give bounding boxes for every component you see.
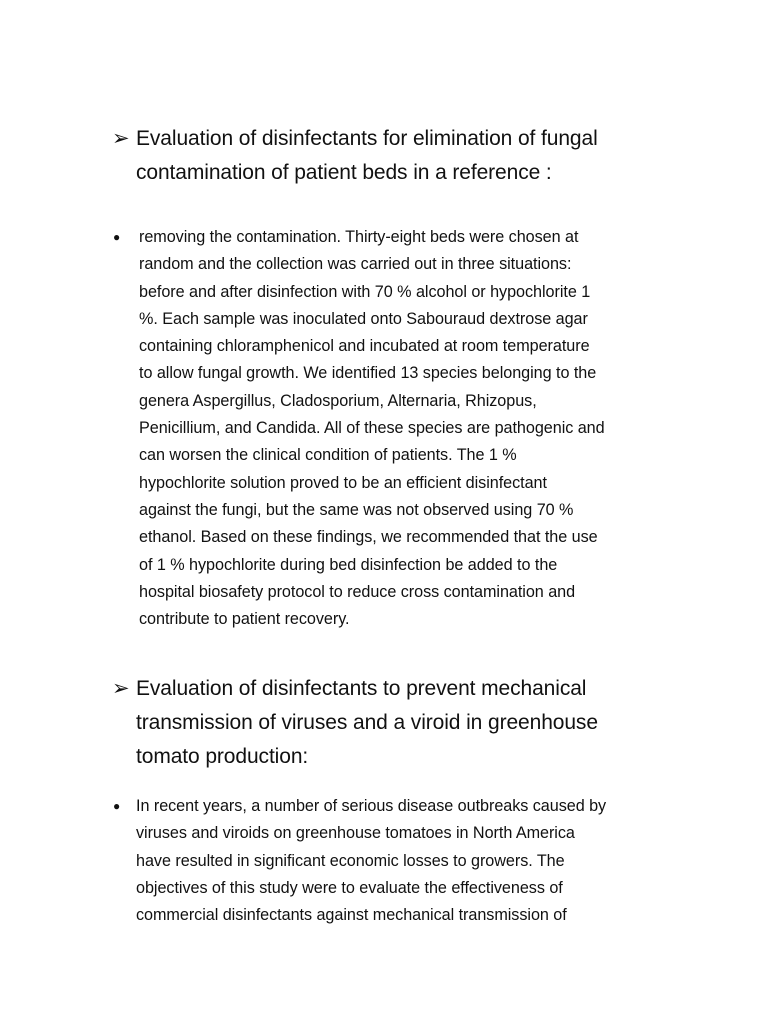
bullet-paragraph-fungal	[113, 224, 683, 633]
section-heading-tomato-viruses	[112, 672, 672, 774]
bullet-dot-icon: ●	[113, 230, 121, 244]
paragraph-text: removing the contamination. Thirty-eight beds were chosen at random and the collection was carried out in three situations: before and after disinfection with 70 % alcohol or hypochlorite 1 %. Each sample was inoculated onto Sabouraud dextrose agar containing chloramphenicol and incubated at room temperature to allow fungal growth. We identified 13 species belonging to the genera Aspergillus, Cladosporium, Alternaria, Rhizopus, Penicillium, and Candida. All of these species are pathogenic and can worsen the clinical condition of patients. The 1 % hypochlorite solution proved to be an efficient disinfectant against the fungi, but the same was not observed using 70 % ethanol. Based on these findings, we recommended that the use of 1 % hypochlorite during bed disinfection be added to the hospital biosafety protocol to reduce cross contamination and contribute to patient recovery.	[139, 228, 605, 629]
arrow-bullet-icon: ➢	[112, 127, 130, 150]
bullet-paragraph-tomato	[113, 793, 683, 929]
paragraph-text: In recent years, a number of serious disease outbreaks caused by viruses and viroids on greenhouse tomatoes in North America have resulted in significant economic losses to growers. The objectives of this study were to evaluate the effectiveness of commercial disinfectants against mechanical transmission of	[136, 797, 607, 925]
bullet-dot-icon: ●	[113, 799, 121, 813]
heading-text: Evaluation of disinfectants to prevent mechanical transmission of viruses and a viroid in greenhouse tomato production:	[136, 677, 598, 768]
arrow-bullet-icon: ➢	[112, 677, 130, 700]
section-heading-fungal-contamination	[112, 122, 672, 190]
heading-text: Evaluation of disinfectants for elimination of fungal contamination of patient beds in a reference :	[136, 127, 598, 184]
